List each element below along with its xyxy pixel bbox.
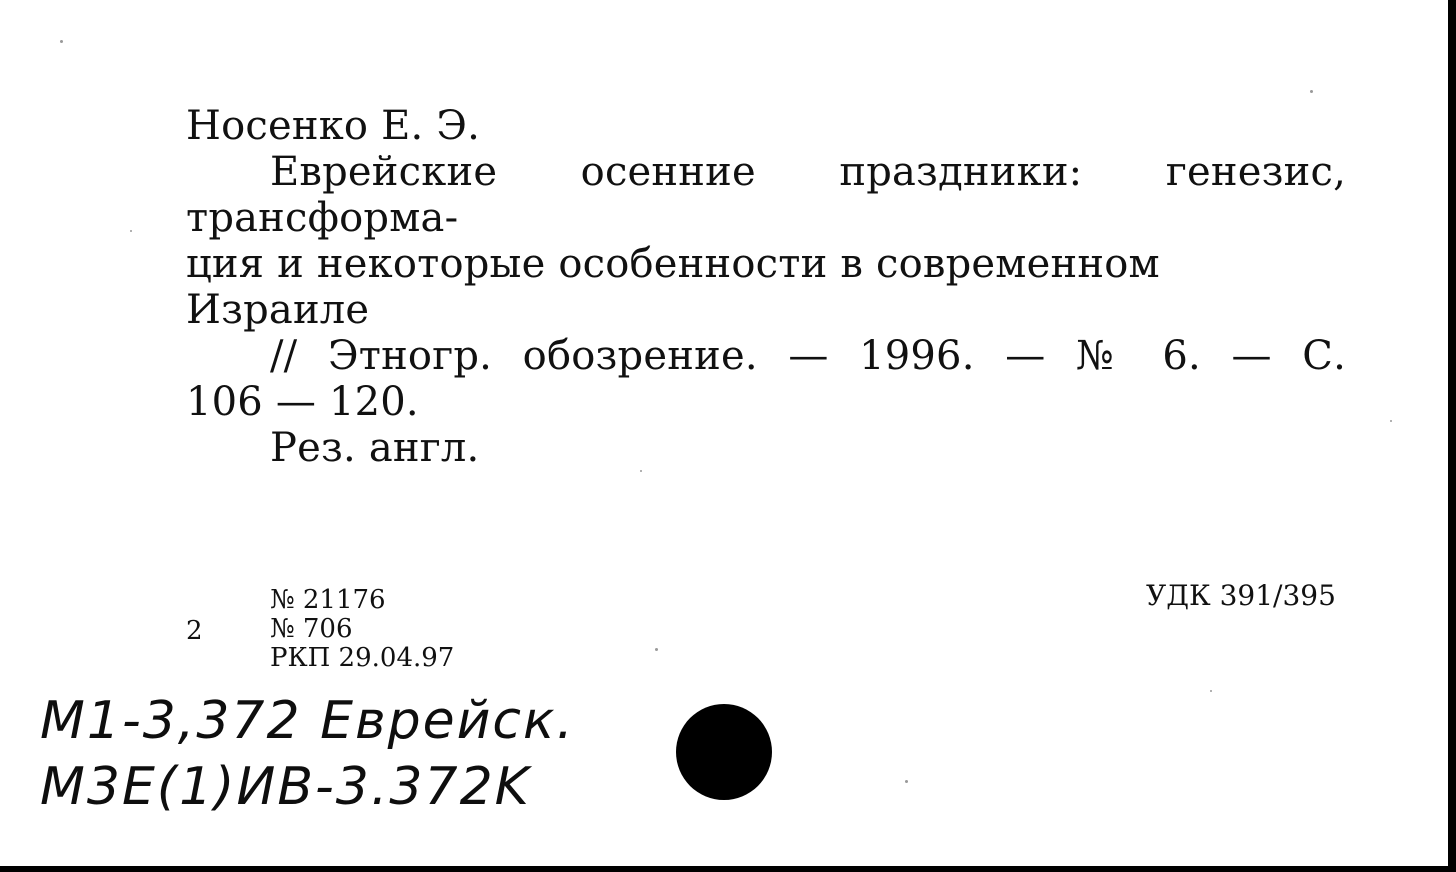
udk-code: УДК 391/395 xyxy=(1146,579,1336,612)
registration-number-2: № 706 xyxy=(270,614,353,644)
handwritten-shelfmark xyxy=(40,688,680,838)
author: Носенко Е. Э. xyxy=(186,103,481,149)
title-line-1: Еврейские осенние праздники: генезис, трансформа- xyxy=(186,149,1346,241)
source-line-1: // Этногр. обозрение. — 1996. — № 6. — С. xyxy=(270,333,1346,379)
handwritten-line-2: M3E(1)ИВ-3.372K xyxy=(40,757,531,817)
rkp-date: РКП 29.04.97 xyxy=(270,643,455,673)
registration-block xyxy=(270,586,454,673)
source-line-2: 106 — 120. xyxy=(186,379,419,425)
punch-hole xyxy=(676,704,772,800)
copies-count: 2 xyxy=(186,616,203,646)
title-line-2: ция и некоторые особенности в современном Израиле xyxy=(186,241,1160,333)
bibliographic-entry xyxy=(186,103,1346,471)
registration-number-1: № 21176 xyxy=(270,585,386,615)
summary-note: Рез. англ. xyxy=(270,425,480,471)
handwritten-line-1: M1-3,372 Еврейск. xyxy=(40,691,575,751)
